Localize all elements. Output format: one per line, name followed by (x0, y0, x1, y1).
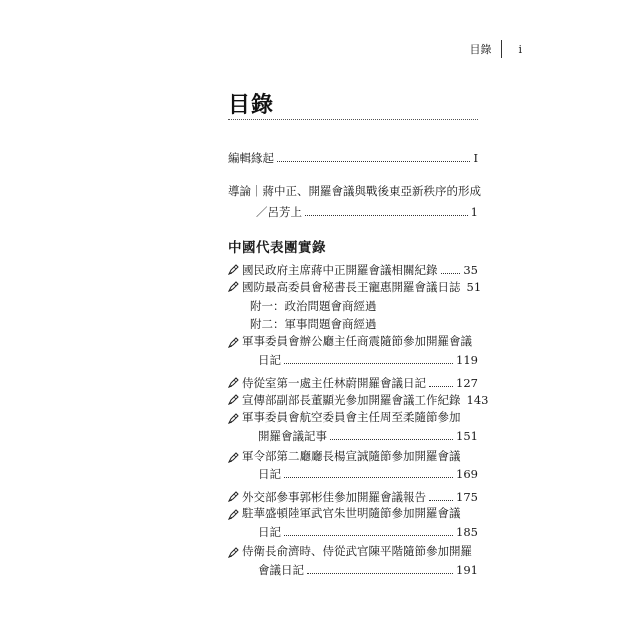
leader-dots (441, 272, 461, 274)
leader-dots (284, 534, 453, 536)
toc-entry-page: 169 (456, 467, 478, 481)
toc-entry-page: I (473, 151, 478, 165)
toc-entry-text: 國防最高委員會秘書長王寵惠開羅會議日誌 (242, 280, 461, 294)
toc-entry-text[interactable]: 軍事委員會航空委員會主任周至柔隨節參加 (242, 410, 461, 424)
toc-entry-text: 日記 (258, 353, 281, 367)
leader-dots (284, 362, 453, 364)
toc-entry[interactable] (242, 388, 489, 408)
toc-subentry[interactable]: 附二：軍事問題會商經過 (250, 317, 377, 331)
toc-entry-text[interactable]: 侍衛長俞濟時、侍從武官陳平階隨節參加開羅 (242, 544, 472, 558)
header-divider (501, 40, 502, 58)
toc-entry[interactable] (258, 462, 478, 482)
toc-entry-text: 編輯緣起 (228, 151, 274, 165)
toc-entry-text: 會議日記 (258, 563, 304, 577)
pen-nib-icon (228, 490, 240, 502)
toc-entry[interactable] (258, 558, 478, 578)
toc-entry[interactable] (258, 348, 478, 368)
toc-entry-page: 127 (456, 376, 478, 390)
toc-entry-text: 國民政府主席蔣中正開羅會議相關紀錄 (242, 263, 438, 277)
page-title: 目錄 (228, 93, 275, 118)
section-heading: 中國代表團實錄 (228, 240, 326, 256)
toc-entry-text: 日記 (258, 525, 281, 539)
leader-dots (330, 438, 453, 440)
pen-nib-icon (228, 412, 240, 424)
toc-entry[interactable] (258, 424, 478, 444)
running-header-label: 目錄 (469, 43, 492, 56)
pen-nib-icon (228, 280, 240, 292)
leader-dots (307, 572, 453, 574)
toc-entry-text: 宣傳部副部長董顯光參加開羅會議工作紀錄 (242, 393, 461, 407)
toc-entry-intro-author[interactable] (256, 200, 478, 220)
toc-entry-page: 1 (470, 205, 478, 219)
pen-nib-icon (228, 546, 240, 558)
pen-nib-icon (228, 376, 240, 388)
toc-entry-text[interactable]: 軍令部第二廳廳長楊宣誠隨節參加開羅會議 (242, 449, 461, 463)
toc-entry-foreword[interactable] (228, 146, 478, 166)
leader-dots (429, 499, 453, 501)
toc-entry-page: 175 (456, 490, 478, 504)
title-dotted-rule (228, 119, 478, 120)
pen-nib-icon (228, 263, 240, 275)
toc-entry-text: 開羅會議記事 (258, 429, 327, 443)
pen-nib-icon (228, 336, 240, 348)
toc-entry-text: 日記 (258, 467, 281, 481)
leader-dots (277, 160, 470, 162)
pen-nib-icon (228, 508, 240, 520)
toc-entry-page: 151 (456, 429, 478, 443)
pen-nib-icon (228, 393, 240, 405)
toc-entry[interactable] (242, 485, 478, 505)
toc-entry-text: ／呂芳上 (256, 205, 302, 219)
toc-entry-page: 191 (456, 563, 478, 577)
leader-dots (305, 214, 468, 216)
toc-entry-text: 外交部參事郭彬佳參加開羅會議報告 (242, 490, 426, 504)
pen-nib-icon (228, 451, 240, 463)
toc-entry-intro-title[interactable]: 導論｜蔣中正、開羅會議與戰後東亞新秩序的形成 (228, 184, 481, 198)
toc-entry-page: 51 (466, 280, 482, 294)
leader-dots (429, 385, 453, 387)
toc-entry[interactable] (258, 520, 478, 540)
running-header (469, 40, 522, 58)
toc-entry-text[interactable]: 軍事委員會辦公廳主任商震隨節參加開羅會議 (242, 334, 472, 348)
toc-entry-text: 侍從室第一處主任林蔚開羅會議日記 (242, 376, 426, 390)
toc-entry-page: 119 (456, 353, 478, 367)
toc-entry-page: 35 (463, 263, 478, 277)
toc-entry[interactable] (242, 275, 482, 295)
toc-entry-text[interactable]: 駐華盛頓陸軍武官朱世明隨節參加開羅會議 (242, 506, 461, 520)
leader-dots (284, 476, 453, 478)
running-header-page: i (518, 42, 522, 56)
toc-subentry[interactable]: 附一：政治問題會商經過 (250, 299, 377, 313)
toc-entry-page: 143 (466, 393, 489, 407)
toc-entry-page: 185 (456, 525, 478, 539)
